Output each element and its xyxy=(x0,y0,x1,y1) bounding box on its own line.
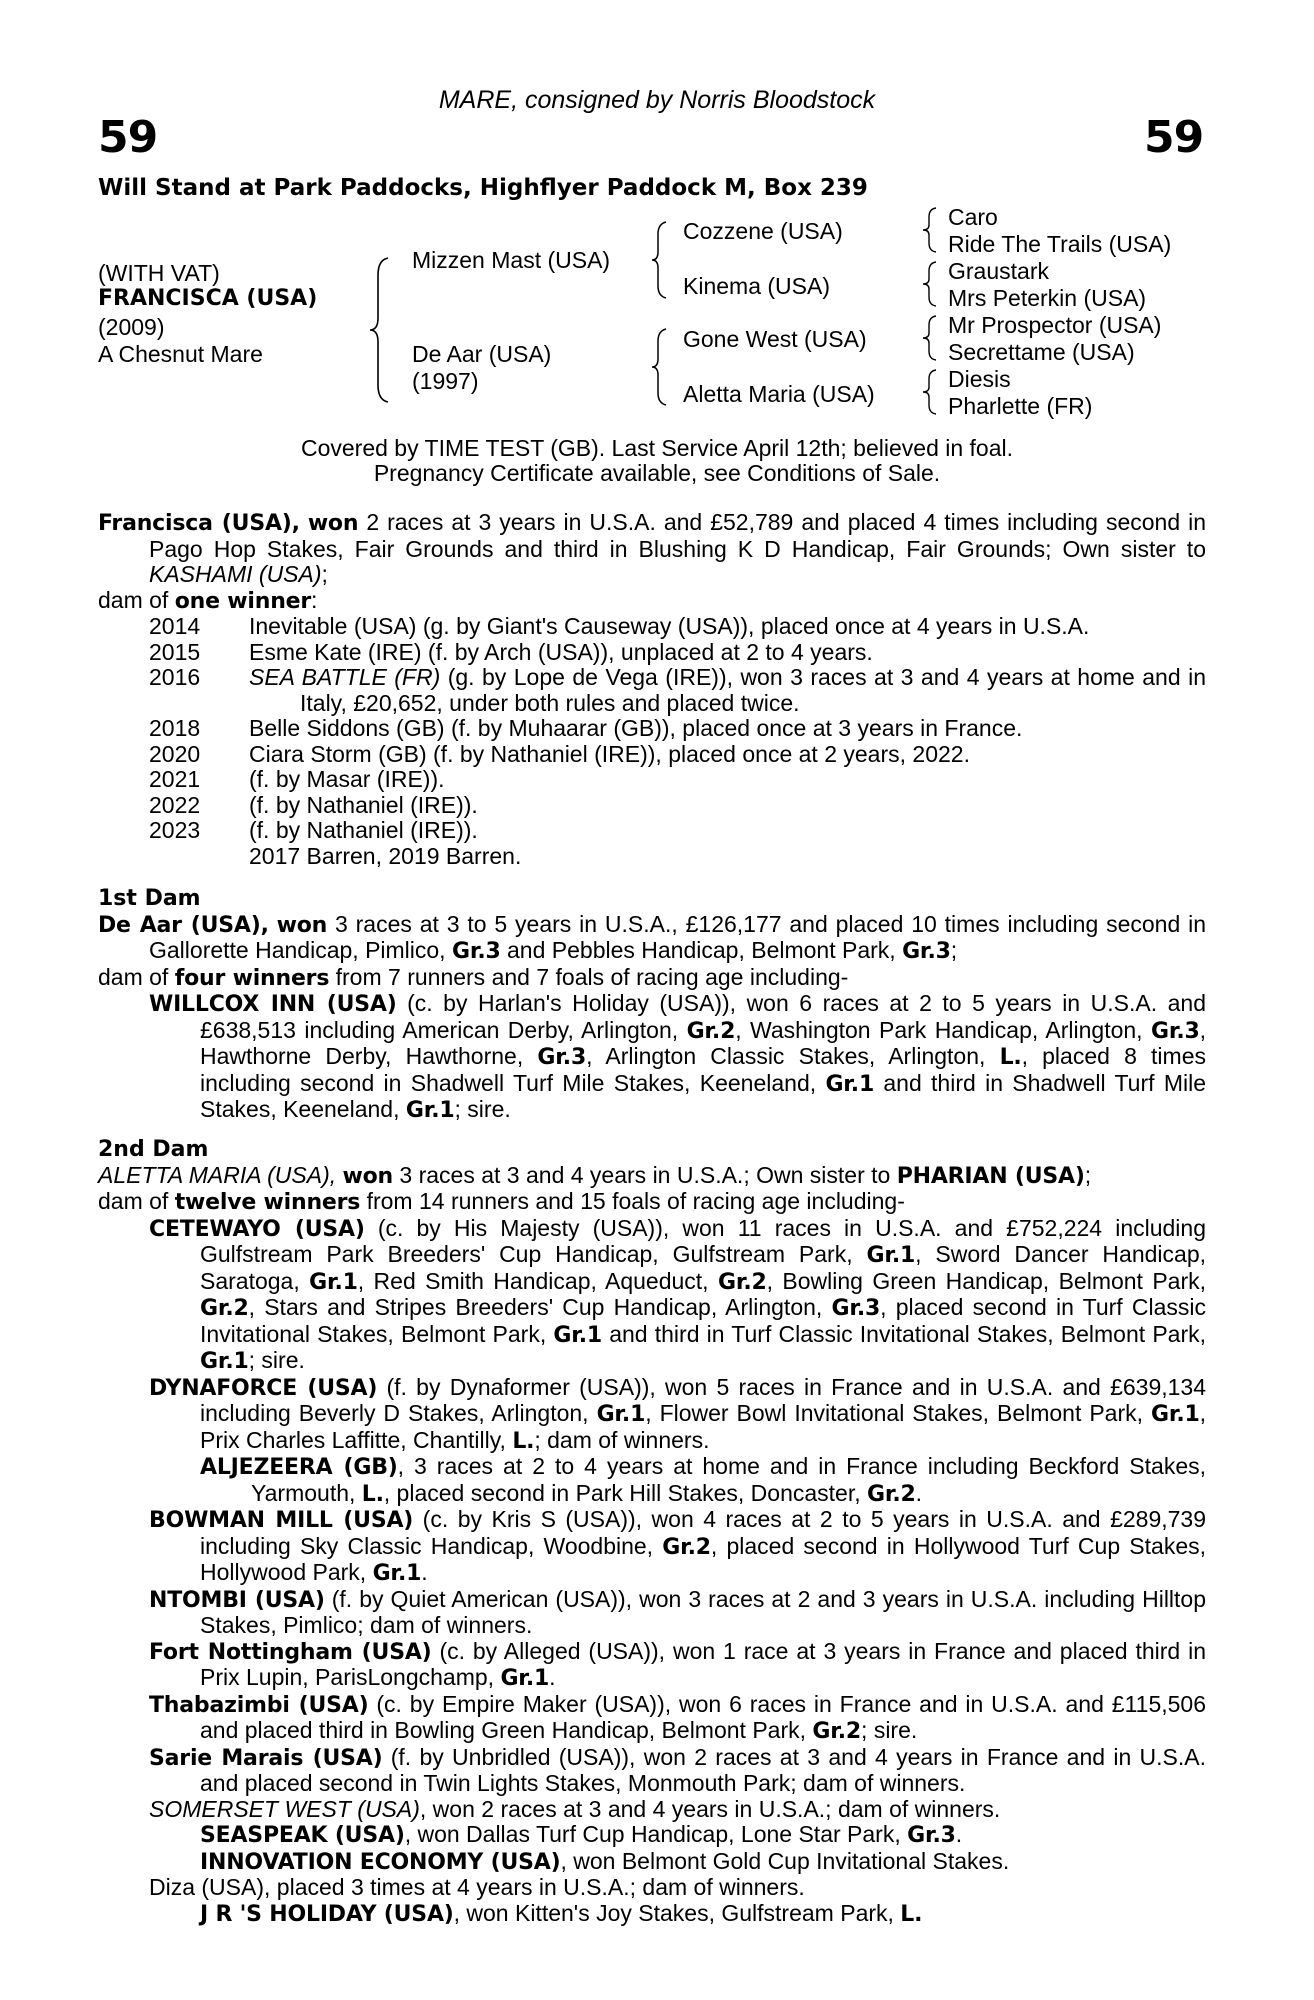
produce-text: Inevitable (USA) (g. by Giant's Causeway (USA)), placed once at 4 years in U.S.A. xyxy=(249,613,1090,639)
text: , Prix Charles Laffitte, Chantilly, xyxy=(200,1400,1207,1453)
grade: Gr.1 xyxy=(825,1071,875,1097)
first-dam-dam-of xyxy=(98,965,1206,992)
lot-header-title: MARE, consigned by Norris Bloodstock xyxy=(438,86,876,114)
dam-name: De Aar (USA), xyxy=(98,912,269,938)
grade: Gr.3 xyxy=(902,939,951,964)
text: ; sire. xyxy=(248,1347,305,1373)
punct: : xyxy=(311,586,318,613)
second-dam-summary xyxy=(98,1163,1206,1190)
produce-year: 2023 xyxy=(149,817,201,843)
produce-row xyxy=(98,844,1206,870)
grade: Gr.3 xyxy=(1150,1018,1200,1044)
dam-of-label: dam of xyxy=(98,586,169,613)
text: , Red Smith Handicap, Aqueduct, xyxy=(357,1267,709,1294)
winner-entry xyxy=(98,1639,1206,1692)
produce-year: 2020 xyxy=(149,740,201,767)
grade: Gr.1 xyxy=(553,1322,603,1348)
winner-entry xyxy=(98,1454,1206,1507)
text: from 7 runners and 7 foals of racing age including- xyxy=(335,963,849,990)
text: (f. by Unbridled (USA)), won 2 races at 3 and 4 years in France and in U.S.A. and placed second in Twin Lights Stakes, Monmouth Park; dam of winners. xyxy=(200,1743,1206,1796)
gen3-6: Secrettame (USA) xyxy=(948,339,1135,365)
punct: ; xyxy=(1084,1161,1092,1188)
produce-text xyxy=(249,665,1206,716)
produce-row xyxy=(98,640,1206,666)
text: , Arlington Classic Stakes, Arlington, xyxy=(586,1043,986,1069)
grade: Gr.1 xyxy=(200,1349,249,1374)
produce-year: 2022 xyxy=(149,791,201,818)
grade: Gr.2 xyxy=(867,1481,916,1507)
pedigree-brace-sire xyxy=(650,218,672,303)
produce-row xyxy=(98,742,1206,768)
pedigree-brace-3b xyxy=(920,259,940,309)
winner-entry xyxy=(98,1587,1206,1639)
horse-name: FRANCISCA (USA) xyxy=(98,286,318,311)
text: (f. by Dynaformer (USA)), won 5 races in France and in U.S.A. and £639,134 including Beverly D Stakes, Arlington, xyxy=(200,1373,1207,1426)
produce-year: 2014 xyxy=(149,613,201,639)
pedigree-brace-3c xyxy=(920,313,940,363)
produce-text: 2017 Barren, 2019 Barren. xyxy=(249,842,522,869)
won-label: won xyxy=(342,1163,394,1189)
gen3-8: Pharlette (FR) xyxy=(948,393,1093,419)
grade: Gr.2 xyxy=(662,1534,711,1560)
pedigree-brace-dam xyxy=(650,325,672,410)
produce-text: Ciara Storm (GB) (f. by Nathaniel (IRE)), placed once at 2 years, 2022. xyxy=(249,740,970,767)
winner-name: Sarie Marais (USA) xyxy=(149,1745,383,1771)
winner-name: CETEWAYO (USA) xyxy=(149,1216,365,1242)
produce-text: Belle Siddons (GB) (f. by Muhaarar (GB)), placed once at 3 years in France. xyxy=(249,715,1023,741)
produce-text: Esme Kate (IRE) (f. by Arch (USA)), unplaced at 2 to 4 years. xyxy=(249,638,873,665)
grade: Gr.1 xyxy=(596,1402,646,1427)
text: and Pebbles Handicap, Belmont Park, xyxy=(507,937,896,963)
dam-sire: Gone West (USA) xyxy=(683,326,867,352)
grade: Gr.1 xyxy=(500,1666,550,1691)
text: Diza (USA), placed 3 times at 4 years in U.S.A.; dam of winners. xyxy=(149,1874,805,1900)
winner-name: J R 'S HOLIDAY (USA) xyxy=(200,1901,454,1927)
dam-name: De Aar (USA) xyxy=(412,341,552,367)
grade: Gr.2 xyxy=(686,1018,736,1044)
text: , won 2 races at 3 and 4 years in U.S.A.; dam of winners. xyxy=(419,1795,1001,1822)
sire-dam: Kinema (USA) xyxy=(683,273,830,299)
winner-name: Fort Nottingham (USA) xyxy=(149,1639,432,1665)
winner-entry xyxy=(98,1822,1206,1849)
mare-name: Francisca (USA), xyxy=(98,511,300,536)
first-dam-section xyxy=(98,886,1206,1124)
winner-name: BOWMAN MILL (USA) xyxy=(149,1508,414,1533)
text: ; sire. xyxy=(454,1096,511,1122)
producer-entry xyxy=(98,1797,1206,1823)
grade: Gr.1 xyxy=(372,1561,422,1586)
vat-note: (WITH VAT) xyxy=(98,260,220,286)
text: and third in Shadwell Turf Mile Stakes, Keeneland, xyxy=(200,1069,1206,1122)
grade: Gr.2 xyxy=(200,1296,249,1321)
winner-entry xyxy=(98,1849,1206,1876)
winner-name: INNOVATION ECONOMY (USA) xyxy=(200,1849,561,1875)
text: (f. by Quiet American (USA)), won 3 races at 2 and 3 years in U.S.A. including Hilltop Stakes, Pimlico; dam of winners. xyxy=(200,1585,1207,1638)
winner-entry xyxy=(98,1901,1206,1928)
text: (c. by Kris S (USA)), won 4 races at 2 to 5 years in U.S.A. and £289,739 including Sky Classic Handicap, Woodbine, xyxy=(200,1506,1207,1559)
gen3-2: Ride The Trails (USA) xyxy=(948,231,1172,257)
produce-row xyxy=(98,665,1206,716)
text: (c. by His Majesty (USA)), won 11 races in U.S.A. and £752,224 including Gulfstream Park Breeders' Cup Handicap, Gulfstream Park, xyxy=(200,1214,1206,1267)
winner-name: Thabazimbi (USA) xyxy=(149,1692,369,1718)
listed: L. xyxy=(900,1901,923,1927)
gen3-3: Graustark xyxy=(948,258,1049,284)
text: , won Dallas Turf Cup Handicap, Lone Star Park, xyxy=(404,1821,901,1847)
text: . xyxy=(955,1821,963,1847)
grade: Gr.3 xyxy=(451,939,501,964)
text: , Washington Park Handicap, Arlington, xyxy=(735,1016,1143,1043)
produce-year xyxy=(149,844,249,870)
second-dam-dam-of xyxy=(98,1189,1206,1216)
dam-dam: Aletta Maria (USA) xyxy=(683,381,875,407)
produce-row xyxy=(98,818,1206,844)
winner-name: NTOMBI (USA) xyxy=(149,1587,325,1613)
grade: Gr.3 xyxy=(537,1045,587,1070)
pedigree-brace-main xyxy=(368,250,398,410)
produce-detail: (g. by Lope de Vega (IRE)), won 3 races at 3 and 4 years at home and in Italy, £20,652, under both rules and placed twice. xyxy=(300,664,1206,716)
stand-location: Will Stand at Park Paddocks, Highflyer Paddock M, Box 239 xyxy=(98,175,868,201)
sister-name: KASHAMI (USA) xyxy=(149,561,322,587)
produce-year: 2021 xyxy=(149,766,201,792)
winner-entry xyxy=(98,1745,1206,1797)
text: 3 races at 3 and 4 years in U.S.A.; Own sister to xyxy=(399,1161,891,1188)
second-dam-heading: 2nd Dam xyxy=(98,1137,209,1162)
pedigree-brace-3d xyxy=(920,367,940,417)
mare-record xyxy=(98,510,1206,869)
text: , won Belmont Gold Cup Invitational Stakes. xyxy=(560,1847,1010,1874)
text: , Stars and Stripes Breeders' Cup Handicap, Arlington, xyxy=(248,1294,823,1320)
text: ; sire. xyxy=(861,1717,918,1743)
grade: Gr.2 xyxy=(812,1719,862,1744)
dam-name: ALETTA MARIA (USA), xyxy=(98,1161,337,1188)
winner-name: DYNAFORCE (USA) xyxy=(149,1375,378,1401)
text: , placed second in Turf Classic Invitational Stakes, Belmont Park, xyxy=(200,1294,1206,1347)
text: , placed second in Park Hill Stakes, Doncaster, xyxy=(383,1479,861,1506)
horse-year: (2009) xyxy=(98,314,165,340)
pedigree-brace-3a xyxy=(920,205,940,255)
won-label: won xyxy=(276,912,328,938)
text: (c. by Alleged (USA)), won 1 race at 3 years in France and placed third in Prix Lupin, ParisLongchamp, xyxy=(200,1637,1207,1690)
producer-entry xyxy=(98,1875,1206,1901)
winner-entry xyxy=(98,1216,1206,1375)
text: , Flower Bowl Invitational Stakes, Belmont Park, xyxy=(645,1400,1143,1426)
sire-name: Mizzen Mast (USA) xyxy=(412,247,611,273)
covered-line-1: Covered by TIME TEST (GB). Last Service April 12th; believed in foal. xyxy=(300,435,1014,461)
text: and third in Turf Classic Invitational Stakes, Belmont Park, xyxy=(609,1320,1207,1347)
sire-sire: Cozzene (USA) xyxy=(683,218,843,244)
grade: Gr.1 xyxy=(866,1243,916,1268)
text: , 3 races at 2 to 4 years at home and in France including Beckford Stakes, Yarmouth, xyxy=(251,1453,1207,1506)
won-label: won xyxy=(307,511,359,536)
produce-row xyxy=(98,793,1206,819)
winner-entry xyxy=(98,1507,1206,1587)
grade: Gr.1 xyxy=(309,1269,358,1295)
gen3-5: Mr Prospector (USA) xyxy=(948,312,1162,338)
grade: Gr.3 xyxy=(907,1823,956,1848)
listed: L. xyxy=(361,1481,384,1507)
mare-dam-of xyxy=(98,588,1206,615)
text: , placed 8 times including second in Shadwell Turf Mile Stakes, Keeneland, xyxy=(200,1043,1206,1096)
first-dam-summary xyxy=(98,912,1206,965)
text: , Bowling Green Handicap, Belmont Park, xyxy=(766,1267,1207,1294)
covered-line-2: Pregnancy Certificate available, see Conditions of Sale. xyxy=(373,460,941,486)
produce-row xyxy=(98,716,1206,742)
produce-year: 2018 xyxy=(149,715,201,741)
text: ; dam of winners. xyxy=(534,1426,710,1453)
winners-count: twelve winners xyxy=(174,1190,361,1215)
winner-entry xyxy=(98,991,1206,1124)
winners-count: one winner xyxy=(174,588,312,614)
winner-name: ALJEZEERA (GB) xyxy=(200,1455,398,1480)
listed: L. xyxy=(512,1428,535,1454)
text: , placed second in Hollywood Turf Cup Stakes, Hollywood Park, xyxy=(200,1532,1207,1585)
horse-description: A Chesnut Mare xyxy=(98,341,263,367)
text: 3 races at 3 to 5 years in U.S.A., £126,177 and placed 10 times including second in Gallorette Handicap, Pimlico, xyxy=(149,910,1207,963)
winner-entry xyxy=(98,1375,1206,1455)
grade: Gr.1 xyxy=(1150,1402,1200,1427)
winner-entry xyxy=(98,1692,1206,1745)
sister-name: PHARIAN (USA) xyxy=(896,1163,1085,1189)
dam-of-label: dam of xyxy=(98,963,169,990)
punct: ; xyxy=(950,937,958,963)
produce-name: SEA BATTLE (FR) xyxy=(249,664,441,690)
lot-number-right: 59 xyxy=(1144,112,1204,163)
text: (c. by Empire Maker (USA)), won 6 races in France and in U.S.A. and £115,506 and placed third in Bowling Green Handicap, Belmont Park, xyxy=(200,1690,1206,1743)
produce-year: 2015 xyxy=(149,638,201,665)
produce-row xyxy=(98,767,1206,793)
dam-of-label: dam of xyxy=(98,1188,169,1214)
mare-text: 2 races at 3 years in U.S.A. and £52,789 and placed 4 times including second in Pago Hop Stakes, Fair Grounds and third in Blushing K D Handicap, Fair Grounds; Own sister to xyxy=(149,509,1207,562)
text: , Sword Dancer Handicap, Saratoga, xyxy=(200,1241,1206,1294)
produce-row xyxy=(98,614,1206,640)
text: (c. by Harlan's Holiday (USA)), won 6 races at 2 to 5 years in U.S.A. and £638,513 including American Derby, Arlington, xyxy=(200,990,1206,1043)
grade: Gr.1 xyxy=(405,1098,455,1123)
winner-name: SEASPEAK (USA) xyxy=(200,1823,405,1848)
text: . xyxy=(915,1479,923,1506)
dam-year: (1997) xyxy=(412,368,479,394)
produce-text: (f. by Nathaniel (IRE)). xyxy=(249,817,478,843)
grade: Gr.2 xyxy=(717,1269,767,1295)
producer-name: SOMERSET WEST (USA) xyxy=(149,1795,420,1822)
second-dam-section xyxy=(98,1137,1206,1927)
grade: Gr.3 xyxy=(831,1296,881,1321)
text: from 14 runners and 15 foals of racing age including- xyxy=(366,1188,905,1214)
listed: L. xyxy=(999,1045,1022,1070)
produce-year: 2016 xyxy=(149,664,201,690)
text: . xyxy=(549,1664,556,1690)
gen3-1: Caro xyxy=(948,204,998,230)
lot-number-left: 59 xyxy=(98,112,158,163)
first-dam-heading: 1st Dam xyxy=(98,886,201,911)
produce-text: (f. by Nathaniel (IRE)). xyxy=(249,791,478,818)
punct: ; xyxy=(321,561,328,587)
mare-summary xyxy=(98,510,1206,588)
text: , Hawthorne Derby, Hawthorne, xyxy=(200,1016,1207,1069)
text: . xyxy=(421,1559,428,1585)
winner-name: WILLCOX INN (USA) xyxy=(149,992,397,1017)
winners-count: four winners xyxy=(174,965,330,991)
text: , won Kitten's Joy Stakes, Gulfstream Park, xyxy=(453,1899,894,1926)
gen3-4: Mrs Peterkin (USA) xyxy=(948,285,1147,311)
gen3-7: Diesis xyxy=(948,366,1011,392)
produce-text: (f. by Masar (IRE)). xyxy=(249,766,445,792)
